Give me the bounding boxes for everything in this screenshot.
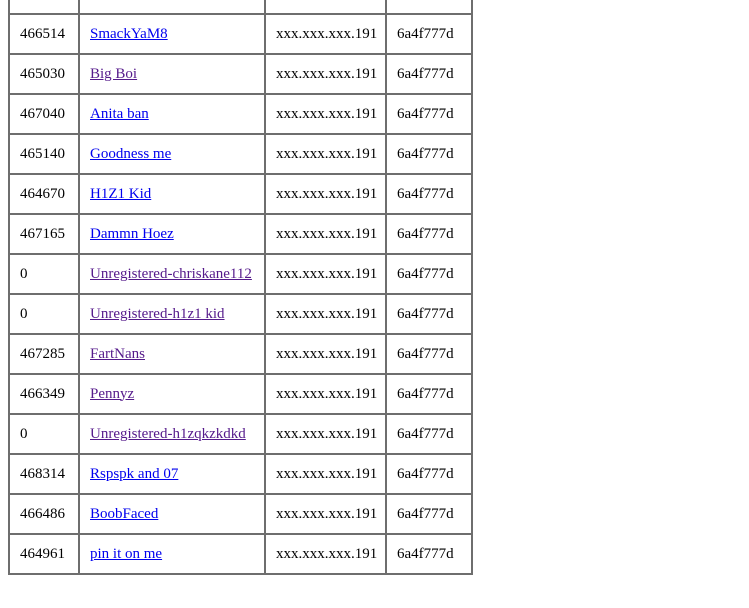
table-row bbox=[9, 94, 472, 134]
table-row bbox=[9, 494, 472, 534]
username-cell bbox=[79, 0, 265, 14]
table-row bbox=[9, 534, 472, 574]
username-link[interactable]: Anita ban bbox=[90, 105, 149, 122]
user-id-cell bbox=[9, 0, 79, 14]
hash-cell: 6a4f777d bbox=[386, 334, 472, 374]
username-cell bbox=[79, 214, 265, 254]
username-cell bbox=[79, 454, 265, 494]
user-ip-table bbox=[8, 0, 473, 575]
ip-address-cell: xxx.xxx.xxx.191 bbox=[265, 94, 386, 134]
table-row bbox=[9, 254, 472, 294]
table-row bbox=[9, 294, 472, 334]
username-link[interactable]: Goodness me bbox=[90, 145, 172, 162]
username-cell bbox=[79, 14, 265, 54]
username-cell bbox=[79, 254, 265, 294]
hash-cell: 6a4f777d bbox=[386, 494, 472, 534]
username-link[interactable]: pin it on me bbox=[90, 545, 163, 562]
ip-address-cell: xxx.xxx.xxx.191 bbox=[265, 414, 386, 454]
hash-cell: 6a4f777d bbox=[386, 94, 472, 134]
username-link[interactable]: H1Z1 Kid bbox=[90, 185, 152, 202]
user-id-cell: 464670 bbox=[9, 174, 79, 214]
hash-cell: 6a4f777d bbox=[386, 374, 472, 414]
user-id-cell: 465140 bbox=[9, 134, 79, 174]
hash-cell: 6a4f777d bbox=[386, 454, 472, 494]
user-id-cell: 466486 bbox=[9, 494, 79, 534]
table-row bbox=[9, 174, 472, 214]
hash-cell: 6a4f777d bbox=[386, 14, 472, 54]
username-link[interactable]: Unregistered-chriskane112 bbox=[90, 265, 252, 282]
table-body bbox=[9, 0, 472, 574]
username-cell bbox=[79, 334, 265, 374]
ip-address-cell: xxx.xxx.xxx.191 bbox=[265, 294, 386, 334]
hash-cell: 6a4f777d bbox=[386, 54, 472, 94]
username-cell bbox=[79, 374, 265, 414]
ip-address-cell: xxx.xxx.xxx.191 bbox=[265, 134, 386, 174]
username-cell bbox=[79, 94, 265, 134]
username-link[interactable]: SmackYaM8 bbox=[90, 25, 168, 42]
user-id-cell: 0 bbox=[9, 254, 79, 294]
user-id-cell: 468314 bbox=[9, 454, 79, 494]
username-link[interactable]: Unregistered-h1z1 kid bbox=[90, 305, 225, 322]
username-cell bbox=[79, 534, 265, 574]
table-row bbox=[9, 374, 472, 414]
user-id-cell: 465030 bbox=[9, 54, 79, 94]
username-cell bbox=[79, 174, 265, 214]
ip-address-cell: xxx.xxx.xxx.191 bbox=[265, 334, 386, 374]
user-id-cell: 466349 bbox=[9, 374, 79, 414]
hash-cell: 6a4f777d bbox=[386, 294, 472, 334]
hash-cell bbox=[386, 0, 472, 14]
table-row bbox=[9, 0, 472, 14]
hash-cell: 6a4f777d bbox=[386, 174, 472, 214]
user-id-cell: 464961 bbox=[9, 534, 79, 574]
username-cell bbox=[79, 294, 265, 334]
username-cell bbox=[79, 134, 265, 174]
username-link[interactable]: Big Boi bbox=[90, 65, 138, 82]
ip-address-cell: xxx.xxx.xxx.191 bbox=[265, 374, 386, 414]
table-row bbox=[9, 414, 472, 454]
user-id-cell: 0 bbox=[9, 414, 79, 454]
hash-cell: 6a4f777d bbox=[386, 134, 472, 174]
table-row bbox=[9, 134, 472, 174]
table-row bbox=[9, 334, 472, 374]
ip-address-cell: xxx.xxx.xxx.191 bbox=[265, 534, 386, 574]
table-row bbox=[9, 14, 472, 54]
user-id-cell: 467040 bbox=[9, 94, 79, 134]
ip-address-cell: xxx.xxx.xxx.191 bbox=[265, 14, 386, 54]
hash-cell: 6a4f777d bbox=[386, 534, 472, 574]
username-link[interactable]: BoobFaced bbox=[90, 505, 159, 522]
ip-address-cell: xxx.xxx.xxx.191 bbox=[265, 214, 386, 254]
user-id-cell: 467165 bbox=[9, 214, 79, 254]
ip-address-cell: xxx.xxx.xxx.191 bbox=[265, 454, 386, 494]
username-link[interactable]: Pennyz bbox=[90, 385, 135, 402]
user-id-cell: 466514 bbox=[9, 14, 79, 54]
table-row bbox=[9, 54, 472, 94]
username-cell bbox=[79, 494, 265, 534]
user-id-cell: 0 bbox=[9, 294, 79, 334]
table-row bbox=[9, 214, 472, 254]
ip-address-cell: xxx.xxx.xxx.191 bbox=[265, 174, 386, 214]
ip-address-cell: xxx.xxx.xxx.191 bbox=[265, 254, 386, 294]
ip-address-cell: xxx.xxx.xxx.191 bbox=[265, 54, 386, 94]
username-link[interactable]: FartNans bbox=[90, 345, 145, 362]
user-id-cell: 467285 bbox=[9, 334, 79, 374]
hash-cell: 6a4f777d bbox=[386, 214, 472, 254]
username-link[interactable]: Dammn Hoez bbox=[90, 225, 174, 242]
username-cell bbox=[79, 414, 265, 454]
username-link[interactable]: Unregistered-h1zqkzkdkd bbox=[90, 425, 246, 442]
hash-cell: 6a4f777d bbox=[386, 414, 472, 454]
hash-cell: 6a4f777d bbox=[386, 254, 472, 294]
ip-address-cell bbox=[265, 0, 386, 14]
username-link[interactable]: Rspspk and 07 bbox=[90, 465, 179, 482]
table-row bbox=[9, 454, 472, 494]
username-cell bbox=[79, 54, 265, 94]
ip-address-cell: xxx.xxx.xxx.191 bbox=[265, 494, 386, 534]
